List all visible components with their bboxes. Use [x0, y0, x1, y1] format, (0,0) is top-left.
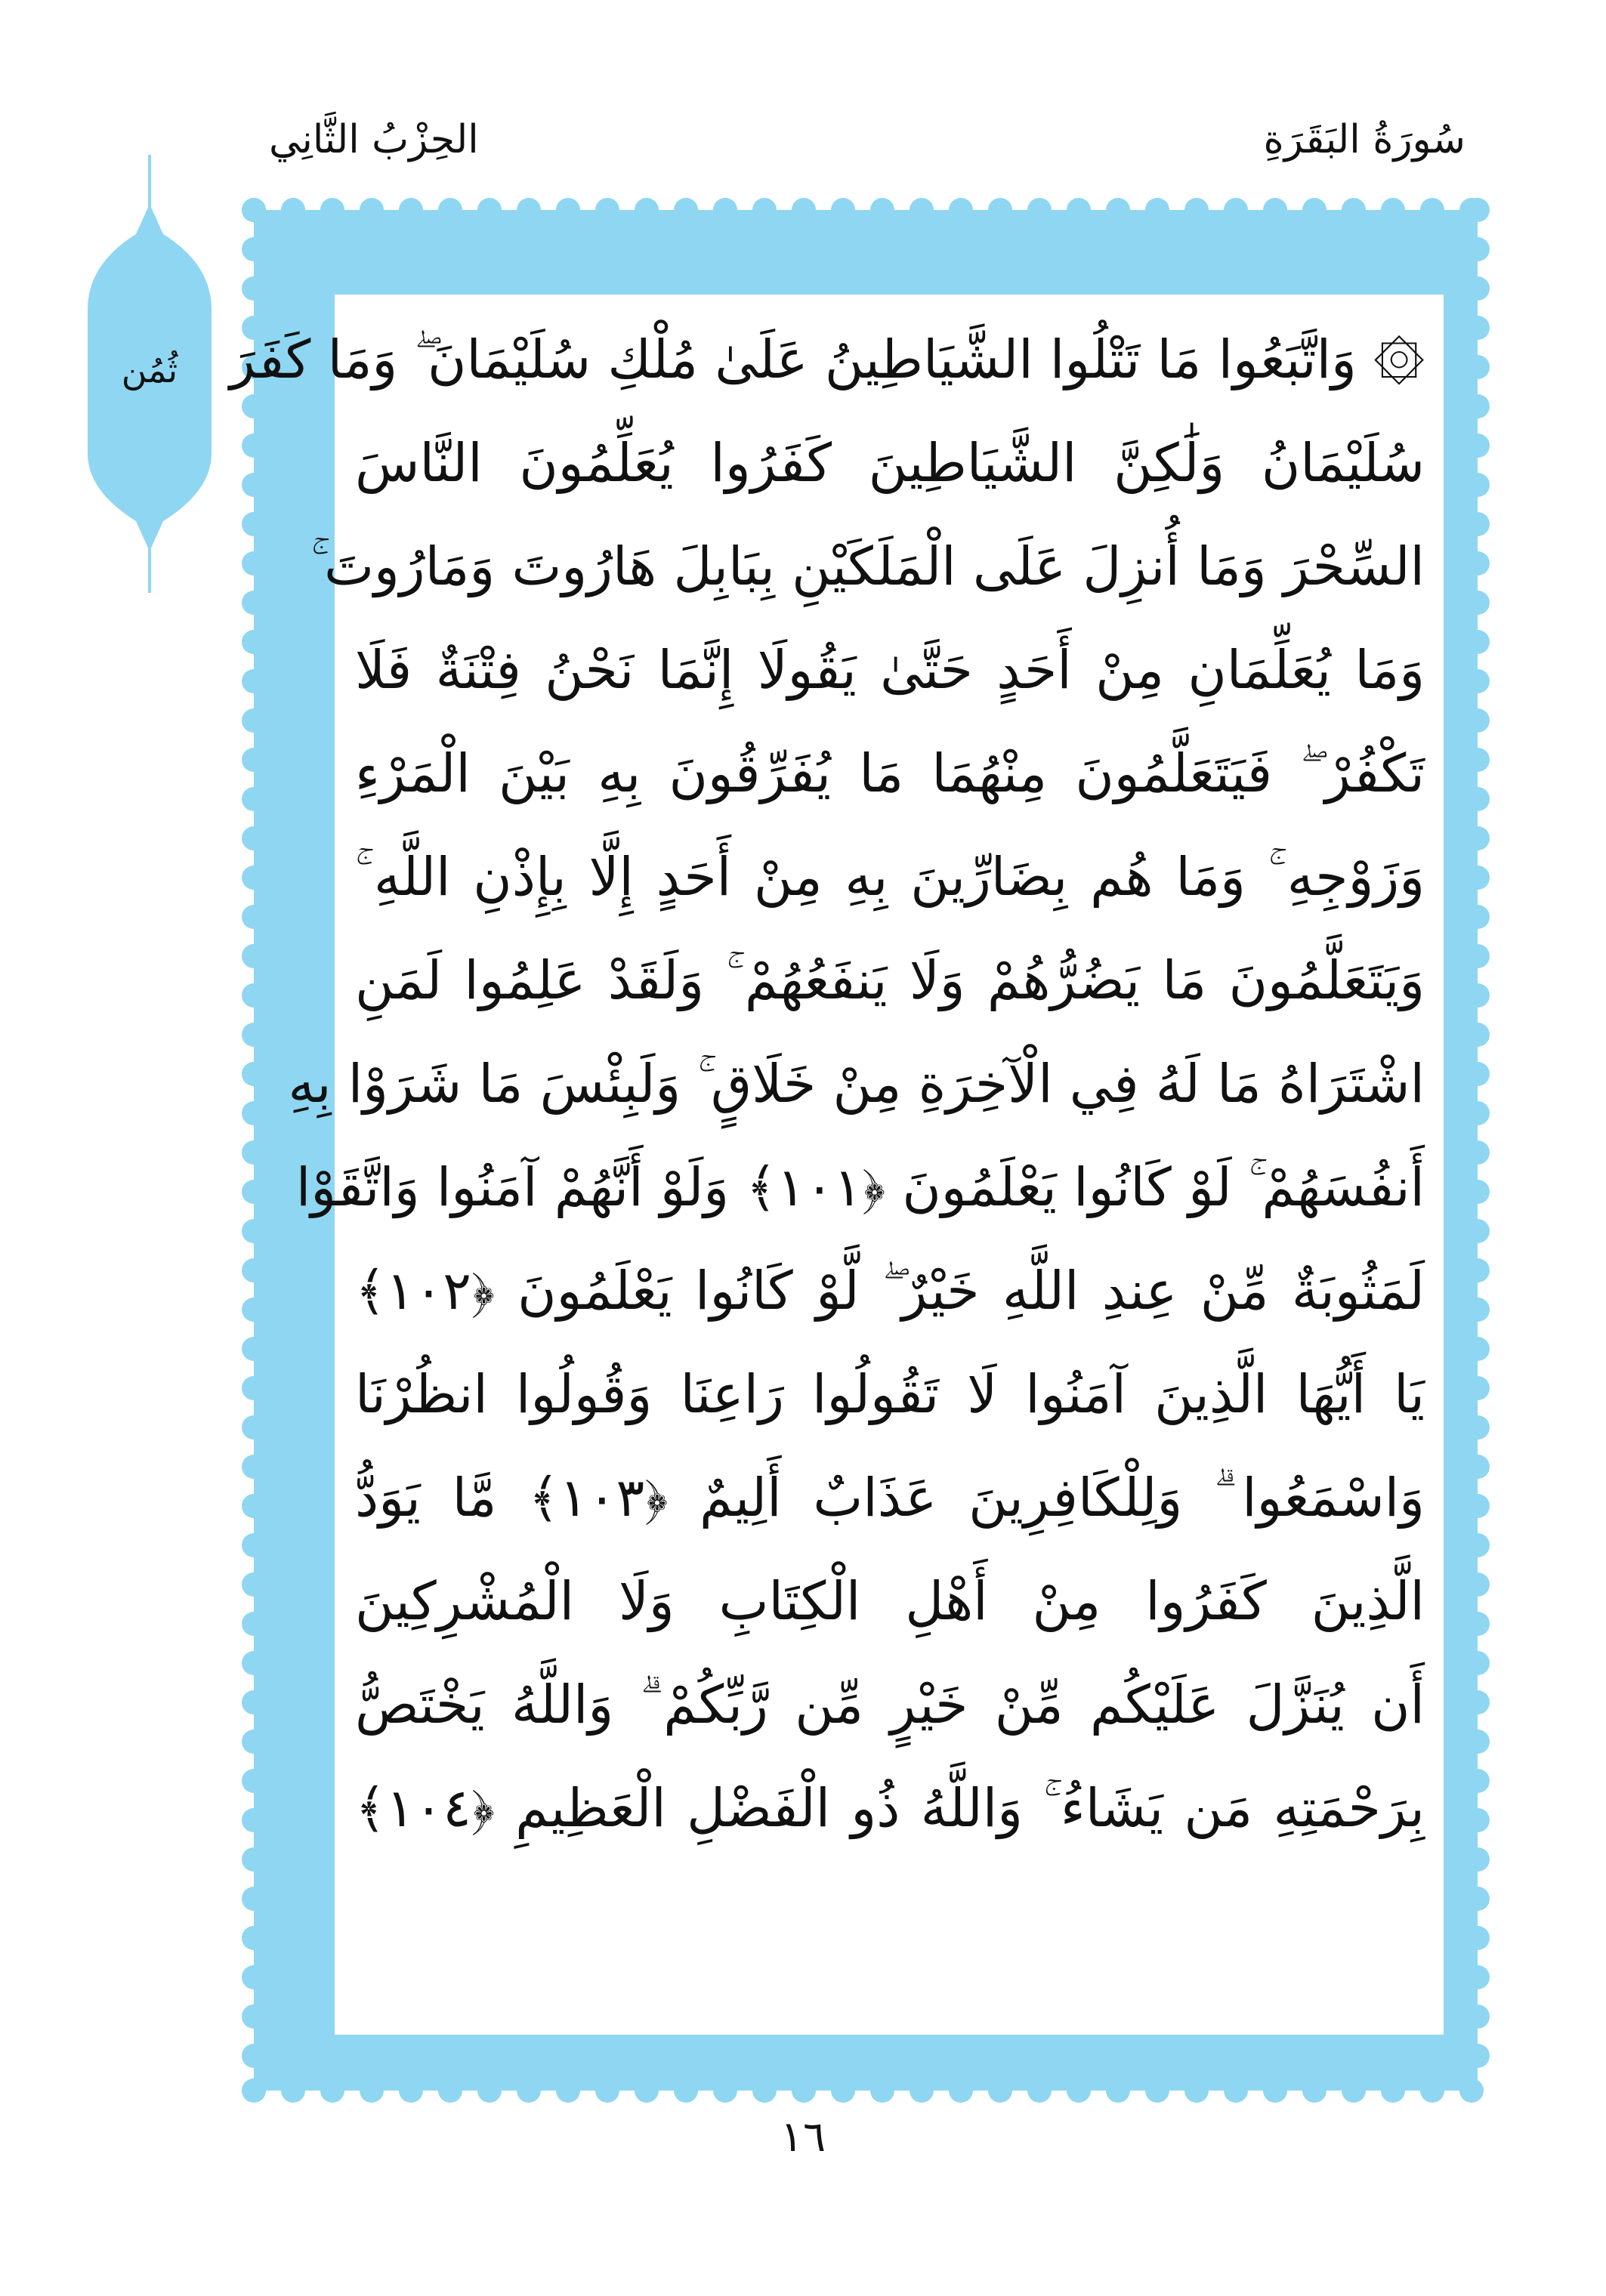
- frame-scallop: [242, 1651, 266, 1675]
- frame-scallop: [242, 630, 266, 654]
- verse-line: وَزَوْجِهِ ۚ وَمَا هُم بِضَارِّينَ بِهِ مِنْ أَحَدٍ إِلَّا بِإِذْنِ اللَّهِ ۚ: [355, 846, 1425, 908]
- frame-scallop: [242, 473, 266, 497]
- frame-scallop: [320, 2078, 344, 2103]
- frame-scallop: [1465, 1415, 1490, 1440]
- frame-scallop: [242, 1298, 266, 1322]
- frame-scallop: [438, 2078, 462, 2103]
- frame-scallop: [242, 551, 266, 576]
- frame-scallop: [242, 591, 266, 615]
- frame-scallop: [360, 2078, 384, 2103]
- frame-scallop: [713, 198, 737, 222]
- frame-scallop: [517, 2078, 541, 2103]
- frame-scallop: [477, 2078, 502, 2103]
- hizb-name: الحِزْبُ الثَّانِي: [269, 117, 479, 162]
- frame-scallop: [399, 198, 423, 222]
- frame-scallop: [1465, 1808, 1490, 1832]
- frame-scallop: [242, 1376, 266, 1400]
- frame-scallop: [242, 1219, 266, 1243]
- frame-scallop: [1465, 1572, 1490, 1597]
- frame-scallop: [1465, 394, 1490, 418]
- frame-scallop: [1465, 1612, 1490, 1636]
- frame-scallop: [595, 2078, 619, 2103]
- frame-scallop: [1465, 591, 1490, 615]
- frame-scallop: [242, 1062, 266, 1086]
- frame-scallop: [1465, 1769, 1490, 1793]
- verse-lines: [230, 308, 1425, 1860]
- frame-scallop: [1465, 1847, 1490, 1872]
- frame-scallop: [242, 1730, 266, 1754]
- frame-scallop: [1145, 2078, 1169, 2103]
- frame-scallop: [1465, 944, 1490, 968]
- verse-line: ۞ وَاتَّبَعُوا مَا تَتْلُوا الشَّيَاطِينُ عَلَىٰ مُلْكِ سُلَيْمَانَ ۖ وَمَا كَفَرَ: [230, 329, 1425, 390]
- verse-line: الَّذِينَ كَفَرُوا مِنْ أَهْلِ الْكِتَابِ وَلَا الْمُشْرِكِينَ: [355, 1570, 1425, 1632]
- frame-scallop: [635, 2078, 659, 2103]
- frame-scallop: [281, 198, 305, 222]
- frame-scallop: [1263, 198, 1287, 222]
- frame-scallop: [1465, 316, 1490, 340]
- frame-scallop: [320, 198, 344, 222]
- frame-scallop: [242, 2078, 266, 2103]
- frame-scallop: [242, 2004, 266, 2029]
- frame-scallop: [1465, 1887, 1490, 1911]
- frame-scallop: [1224, 198, 1248, 222]
- frame-scallop: [242, 1612, 266, 1636]
- frame-scallop: [242, 1140, 266, 1165]
- frame-scallop: [242, 708, 266, 733]
- frame-scallop: [242, 1887, 266, 1911]
- frame-scallop: [1342, 2078, 1366, 2103]
- frame-scallop: [242, 237, 266, 261]
- frame-scallop: [1465, 1101, 1490, 1125]
- frame-scallop: [242, 434, 266, 458]
- frame-scallop: [242, 944, 266, 968]
- frame-scallop: [1027, 2078, 1052, 2103]
- frame-scallop: [1465, 708, 1490, 733]
- frame-scallop: [242, 1180, 266, 1204]
- frame-scallop: [1465, 1376, 1490, 1400]
- frame-scallop: [438, 198, 462, 222]
- frame-scallop: [399, 2078, 423, 2103]
- frame-scallop: [1224, 2078, 1248, 2103]
- frame-scallop: [1465, 1690, 1490, 1714]
- frame-scallop: [1465, 276, 1490, 301]
- frame-scallop: [1184, 2078, 1209, 2103]
- frame-scallop: [1465, 1965, 1490, 1989]
- frame-scallop: [1381, 2078, 1405, 2103]
- frame-scallop: [1263, 2078, 1287, 2103]
- frame-scallop: [949, 2078, 973, 2103]
- frame-scallop: [1465, 434, 1490, 458]
- frame-scallop: [1027, 198, 1052, 222]
- side-marker-label: ثُمُن: [121, 350, 178, 390]
- frame-scallop: [1465, 787, 1490, 811]
- frame-scallop: [1106, 2078, 1130, 2103]
- frame-scallop: [1184, 198, 1209, 222]
- frame-scallop: [870, 2078, 894, 2103]
- frame-scallop: [910, 198, 934, 222]
- frame-scallop: [1342, 198, 1366, 222]
- frame-scallop: [1302, 2078, 1326, 2103]
- frame-scallop: [1465, 748, 1490, 772]
- frame-scallop: [595, 198, 619, 222]
- frame-scallop: [1465, 1180, 1490, 1204]
- frame-scallop: [713, 2078, 737, 2103]
- frame-scallop: [1465, 355, 1490, 379]
- frame-scallop: [1465, 1298, 1490, 1322]
- frame-scallop: [1465, 866, 1490, 890]
- frame-scallop: [1465, 1455, 1490, 1479]
- verse-line: تَكْفُرْ ۖ فَيَتَعَلَّمُونَ مِنْهُمَا مَا يُفَرِّقُونَ بِهِ بَيْنَ الْمَرْءِ: [355, 742, 1425, 804]
- frame-scallop: [1465, 669, 1490, 693]
- frame-scallop: [635, 198, 659, 222]
- frame-scallop: [242, 1258, 266, 1282]
- frame-scallop: [242, 1690, 266, 1714]
- frame-scallop: [1145, 198, 1169, 222]
- frame-scallop: [752, 2078, 777, 2103]
- frame-scallop: [1465, 198, 1490, 222]
- frame-scallop: [242, 866, 266, 890]
- frame-scallop: [1381, 198, 1405, 222]
- frame-scallop: [360, 198, 384, 222]
- frame-scallop: [988, 2078, 1012, 2103]
- verse-line: وَيَتَعَلَّمُونَ مَا يَضُرُّهُمْ وَلَا يَنفَعُهُمْ ۚ وَلَقَدْ عَلِمُوا لَمَنِ: [355, 949, 1425, 1011]
- frame-scallop: [1465, 983, 1490, 1008]
- frame-scallop: [242, 1808, 266, 1832]
- frame-scallop: [242, 1455, 266, 1479]
- frame-scallop: [1465, 512, 1490, 536]
- frame-scallop: [556, 2078, 580, 2103]
- frame-scallop: [949, 198, 973, 222]
- frame-scallop: [674, 2078, 698, 2103]
- frame-scallop: [281, 2078, 305, 2103]
- frame-scallop: [242, 983, 266, 1008]
- verse-line: لَمَثُوبَةٌ مِّنْ عِندِ اللَّهِ خَيْرٌ ۖ لَّوْ كَانُوا يَعْلَمُونَ ﴿١٠٢﴾: [355, 1260, 1425, 1322]
- verse-line: السِّحْرَ وَمَا أُنزِلَ عَلَى الْمَلَكَيْنِ بِبَابِلَ هَارُوتَ وَمَارُوتَ ۚ: [310, 535, 1425, 597]
- frame-scallop: [242, 512, 266, 536]
- frame-scallop: [1420, 198, 1444, 222]
- frame-scallop: [792, 2078, 816, 2103]
- frame-scallop: [242, 748, 266, 772]
- frame-scallop: [674, 198, 698, 222]
- verse-line: اشْتَرَاهُ مَا لَهُ فِي الْآخِرَةِ مِنْ خَلَاقٍ ۚ وَلَبِئْسَ مَا شَرَوْا بِهِ: [288, 1053, 1425, 1115]
- frame-scallop: [1465, 1651, 1490, 1675]
- verse-line: وَمَا يُعَلِّمَانِ مِنْ أَحَدٍ حَتَّىٰ يَقُولَا إِنَّمَا نَحْنُ فِتْنَةٌ فَلَا: [355, 639, 1425, 701]
- frame-scallop: [1465, 551, 1490, 576]
- verse-line: سُلَيْمَانُ وَلَٰكِنَّ الشَّيَاطِينَ كَفَرُوا يُعَلِّمُونَ النَّاسَ: [355, 432, 1425, 494]
- frame-scallop: [1465, 1258, 1490, 1282]
- frame-scallop: [242, 1023, 266, 1047]
- frame-scallop: [242, 1769, 266, 1793]
- frame-scallop: [1465, 1494, 1490, 1518]
- frame-scallop: [1465, 1062, 1490, 1086]
- frame-scallop: [242, 669, 266, 693]
- frame-scallop: [1106, 198, 1130, 222]
- frame-scallop: [1465, 1023, 1490, 1047]
- frame-scallop: [242, 1965, 266, 1989]
- frame-scallop: [242, 1926, 266, 1950]
- frame-scallop: [1465, 1926, 1490, 1950]
- frame-scallop: [242, 826, 266, 850]
- verse-line: أَن يُنَزَّلَ عَلَيْكُم مِّنْ خَيْرٍ مِّن رَّبِّكُمْ ۗ وَاللَّهُ يَخْتَصُّ: [355, 1674, 1425, 1736]
- frame-scallop: [556, 198, 580, 222]
- frame-scallop: [1420, 2078, 1444, 2103]
- page-number: ١٦: [780, 2112, 826, 2162]
- frame-scallop: [1465, 826, 1490, 850]
- verse-line: يَا أَيُّهَا الَّذِينَ آمَنُوا لَا تَقُولُوا رَاعِنَا وَقُولُوا انظُرْنَا: [355, 1363, 1425, 1425]
- frame-scallop: [242, 1494, 266, 1518]
- frame-scallop: [1465, 1533, 1490, 1557]
- frame-scallop: [752, 198, 777, 222]
- frame-scallop: [1459, 2078, 1484, 2103]
- verse-line: بِرَحْمَتِهِ مَن يَشَاءُ ۚ وَاللَّهُ ذُو الْفَضْلِ الْعَظِيمِ ﴿١٠٤﴾: [355, 1777, 1425, 1839]
- frame-scallop: [242, 198, 266, 222]
- frame-scallop: [1465, 1219, 1490, 1243]
- frame-scallop: [792, 198, 816, 222]
- frame-scallop: [1465, 473, 1490, 497]
- frame-scallop: [1465, 2044, 1490, 2068]
- frame-scallop: [1465, 1140, 1490, 1165]
- frame-scallop: [242, 1415, 266, 1440]
- frame-scallop: [910, 2078, 934, 2103]
- frame-scallop: [831, 198, 855, 222]
- frame-scallop: [242, 1847, 266, 1872]
- frame-scallop: [242, 905, 266, 929]
- frame-scallop: [1302, 198, 1326, 222]
- frame-scallop: [242, 276, 266, 301]
- frame-scallop: [242, 2044, 266, 2068]
- frame-scallop: [1465, 237, 1490, 261]
- frame-scallop: [242, 1101, 266, 1125]
- frame-scallop: [242, 1533, 266, 1557]
- frame-scallop: [831, 2078, 855, 2103]
- surah-name: سُورَةُ البَقَرَةِ: [1263, 117, 1465, 162]
- verse-line: أَنفُسَهُمْ ۚ لَوْ كَانُوا يَعْلَمُونَ ﴿١٠١﴾ وَلَوْ أَنَّهُمْ آمَنُوا وَاتَّقَوْا: [295, 1156, 1425, 1218]
- side-marker: [88, 204, 212, 551]
- frame-scallop: [477, 198, 502, 222]
- frame-scallop: [1067, 198, 1091, 222]
- frame-scallop: [242, 787, 266, 811]
- verse-line: وَاسْمَعُوا ۗ وَلِلْكَافِرِينَ عَذَابٌ أَلِيمٌ ﴿١٠٣﴾ مَّا يَوَدُّ: [355, 1467, 1425, 1529]
- frame-scallop: [242, 1337, 266, 1361]
- frame-scallop: [1465, 630, 1490, 654]
- frame-scallop: [1465, 1730, 1490, 1754]
- frame-scallop: [517, 198, 541, 222]
- frame-scallop: [988, 198, 1012, 222]
- frame-scallop: [1465, 905, 1490, 929]
- frame-scallop: [1067, 2078, 1091, 2103]
- frame-scallop: [870, 198, 894, 222]
- frame-scallop: [1465, 2004, 1490, 2029]
- frame-scallop: [1465, 1337, 1490, 1361]
- frame-scallop: [242, 1572, 266, 1597]
